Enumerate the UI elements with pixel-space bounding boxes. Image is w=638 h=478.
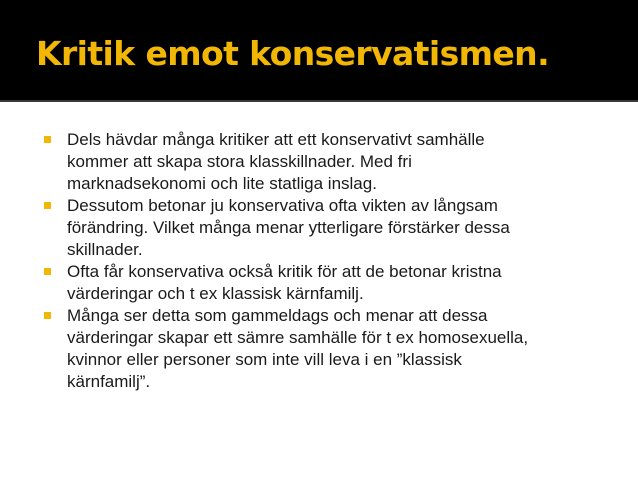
bullet-text-line: värderingar och t ex klassisk kärnfamilj. xyxy=(67,284,364,303)
square-bullet-icon xyxy=(44,202,51,209)
bullet-item-4 xyxy=(44,305,604,393)
bullet-text-line: Dels hävdar många kritiker att ett konservativt samhälle xyxy=(67,130,485,149)
square-bullet-icon xyxy=(44,136,51,143)
bullet-item-1 xyxy=(44,129,604,195)
square-bullet-icon xyxy=(44,268,51,275)
bullet-text-line: marknadsekonomi och lite statliga inslag. xyxy=(67,174,377,193)
bullet-text-line: kärnfamilj”. xyxy=(67,372,151,391)
bullet-text-line: skillnader. xyxy=(67,240,143,259)
square-bullet-icon xyxy=(44,312,51,319)
title-band xyxy=(0,0,638,100)
bullet-text-line: kvinnor eller personer som inte vill leva i en ”klassisk xyxy=(67,350,462,369)
bullet-text-line: kommer att skapa stora klasskillnader. Med fri xyxy=(67,152,412,171)
title-divider xyxy=(0,100,638,102)
slide-title: Kritik emot konservatismen. xyxy=(36,34,550,73)
bullet-item-3 xyxy=(44,261,604,305)
bullet-text-line: förändring. Vilket många menar ytterligare förstärker dessa xyxy=(67,218,510,237)
bullet-text-line: Ofta får konservativa också kritik för att de betonar kristna xyxy=(67,262,502,281)
bullet-text-line: Dessutom betonar ju konservativa ofta vikten av långsam xyxy=(67,196,498,215)
bullet-item-2 xyxy=(44,195,604,261)
bullet-text-line: värderingar skapar ett sämre samhälle för t ex homosexuella, xyxy=(67,328,529,347)
bullet-text-line: Många ser detta som gammeldags och menar att dessa xyxy=(67,306,488,325)
bullet-list xyxy=(44,129,604,393)
